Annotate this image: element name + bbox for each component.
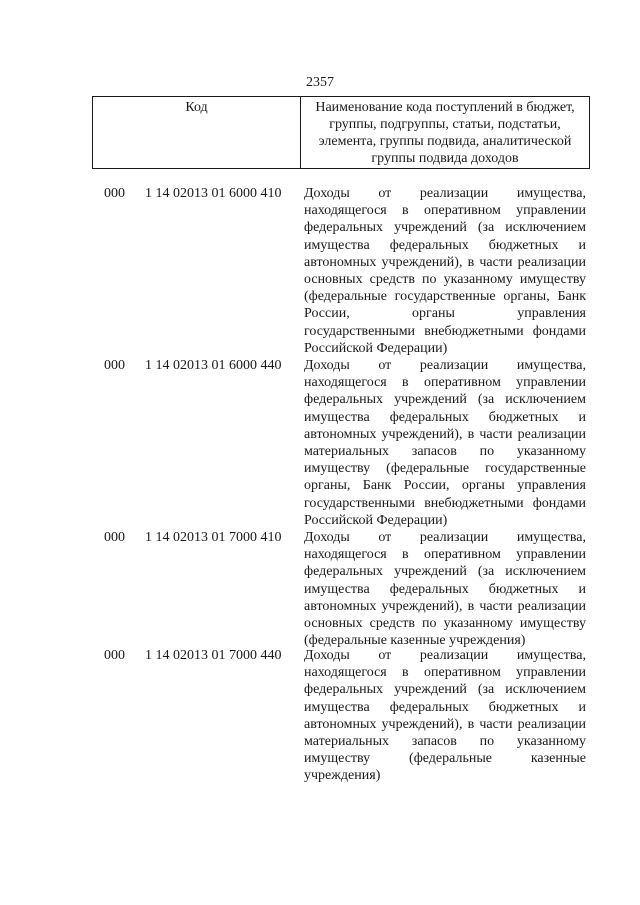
revenue-code: 1 14 02013 01 7000 410 [145, 530, 282, 545]
description-line: государственными внебюджетными фондами [304, 323, 586, 339]
description-line: имуществу (федеральные государственные [304, 461, 586, 477]
description-line: имущества федеральных бюджетных и [304, 237, 586, 253]
description-line: имущества федеральных бюджетных и [304, 699, 586, 715]
revenue-description [304, 647, 586, 785]
revenue-description [304, 357, 586, 529]
admin-code: 000 [104, 530, 125, 545]
header-name-line: Наименование кода поступлений в бюджет, [315, 100, 575, 115]
description-line: основных средств по указанному имуществу [304, 615, 586, 631]
description-line: федеральных учреждений (за исключением [304, 392, 586, 408]
revenue-code: 1 14 02013 01 7000 440 [145, 648, 282, 663]
revenue-description [304, 529, 586, 649]
admin-code: 000 [104, 648, 125, 663]
header-name-line: группы, подгруппы, статьи, подстатьи, [329, 117, 561, 132]
description-line: Российской Федерации) [304, 340, 448, 356]
description-line: находящегося в оперативном управлении [304, 375, 586, 391]
description-line: (федеральные государственные органы, Банк [304, 289, 586, 305]
description-line: федеральных учреждений (за исключением [304, 220, 586, 236]
description-line: основных средств по указанному имуществу [304, 271, 586, 287]
description-line: имуществу (федеральные казенные [304, 751, 586, 767]
description-line: автономных учреждений), в части реализации [304, 716, 586, 732]
description-line: автономных учреждений), в части реализации [304, 598, 586, 614]
description-line: органы, Банк России, органы управления [304, 478, 586, 494]
description-line: Доходы от реализации имущества, [304, 530, 586, 545]
admin-code: 000 [104, 186, 125, 201]
admin-code: 000 [104, 358, 125, 373]
header-name-line: элемента, группы подвида, аналитической [318, 134, 572, 149]
description-line: государственными внебюджетными фондами [304, 495, 586, 511]
description-line: России, органы управления [304, 306, 586, 322]
description-line: федеральных учреждений (за исключением [304, 564, 586, 580]
header-name-column [301, 99, 589, 167]
description-line: материальных запасов по указанному [304, 733, 586, 749]
description-line: федеральных учреждений (за исключением [304, 682, 586, 698]
description-line: материальных запасов по указанному [304, 443, 586, 459]
revenue-code: 1 14 02013 01 6000 410 [145, 186, 282, 201]
description-line: находящегося в оперативном управлении [304, 547, 586, 563]
description-line: имущества федеральных бюджетных и [304, 409, 586, 425]
description-line: автономных учреждений), в части реализации [304, 426, 586, 442]
page-number: 2357 [306, 75, 334, 90]
description-line: (федеральные казенные учреждения) [304, 633, 526, 649]
description-line: автономных учреждений), в части реализации [304, 254, 586, 270]
revenue-description [304, 185, 586, 357]
header-name-line: группы подвида доходов [371, 151, 519, 166]
description-line: Доходы от реализации имущества, [304, 648, 586, 663]
description-line: Доходы от реализации имущества, [304, 358, 586, 373]
header-code-column: Код [185, 100, 208, 115]
description-line: учреждения) [304, 768, 381, 784]
table-header [92, 96, 590, 169]
description-line: находящегося в оперативном управлении [304, 203, 586, 219]
revenue-code: 1 14 02013 01 6000 440 [145, 358, 282, 373]
description-line: имущества федеральных бюджетных и [304, 581, 586, 597]
description-line: Российской Федерации) [304, 512, 448, 528]
description-line: находящегося в оперативном управлении [304, 665, 586, 681]
description-line: Доходы от реализации имущества, [304, 186, 586, 201]
